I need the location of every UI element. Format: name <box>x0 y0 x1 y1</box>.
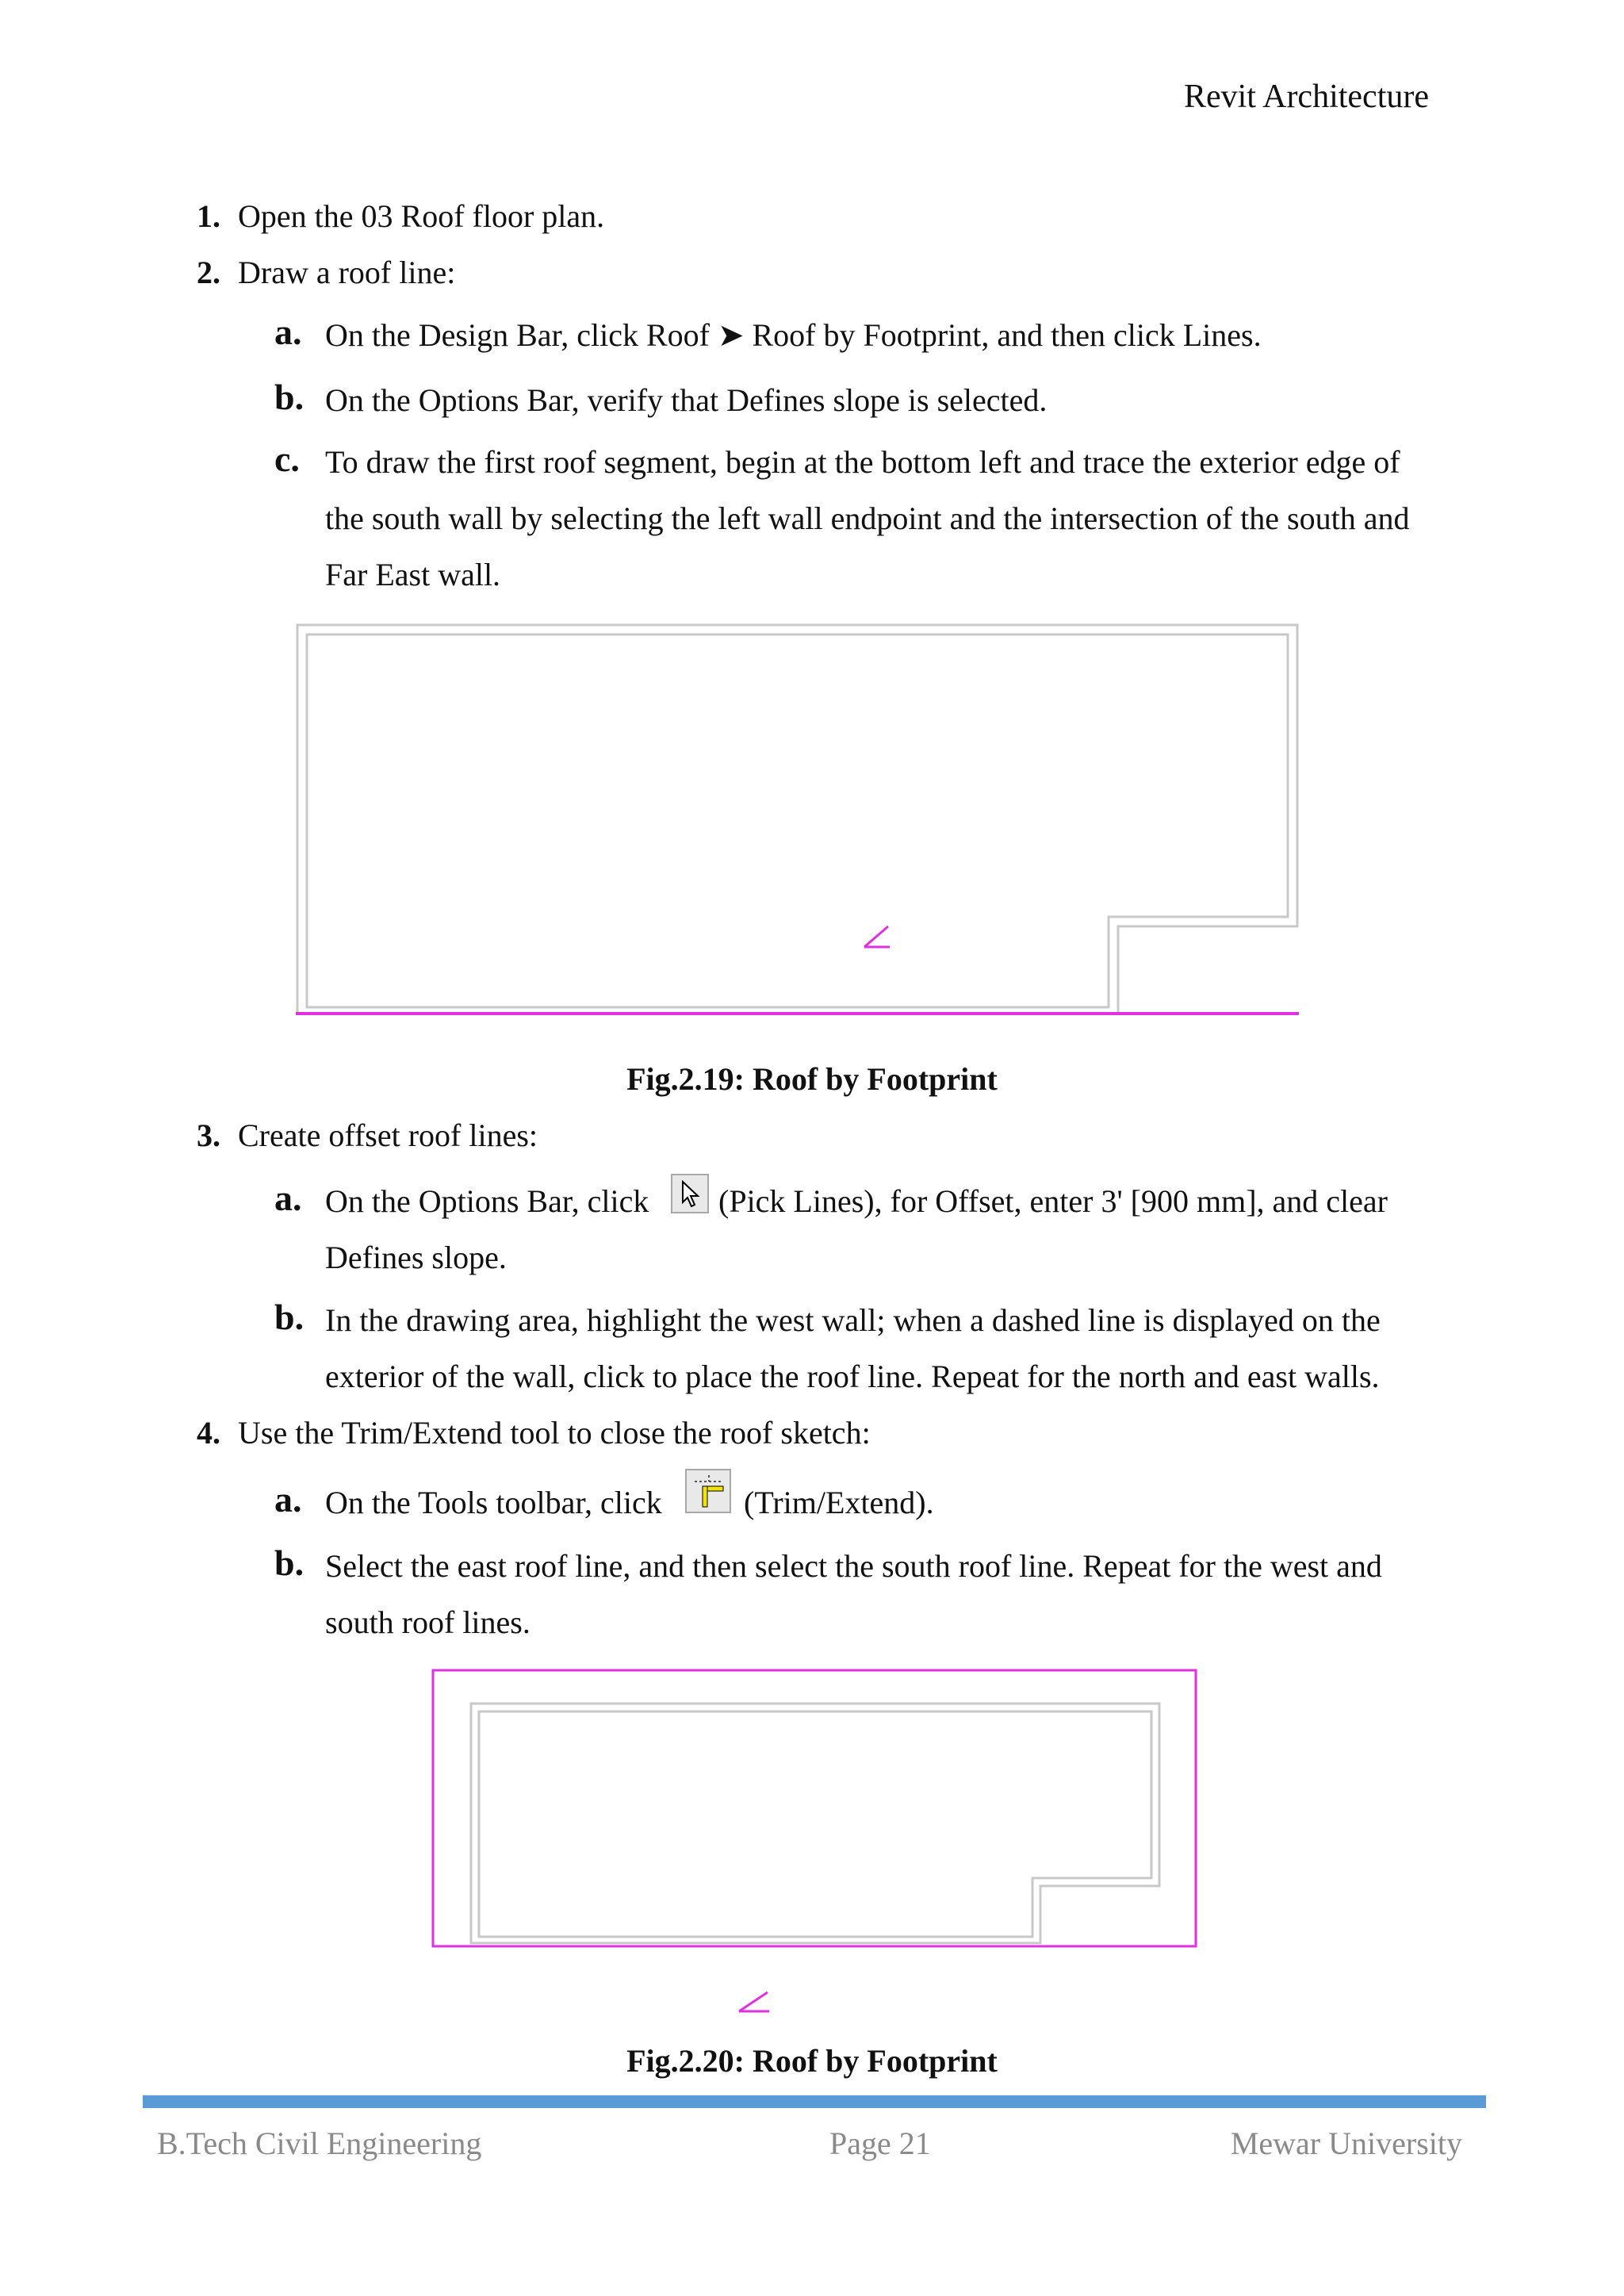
wall-outer-outline <box>471 1704 1159 1943</box>
slope-symbol-icon <box>864 926 890 947</box>
figure-2-20-caption: Fig.2.20: Roof by Footprint <box>626 2043 998 2079</box>
slope-symbol-icon <box>739 1992 769 2011</box>
wall-inner-outline <box>479 1711 1151 1937</box>
wall-inner-outline <box>307 634 1288 1007</box>
footer-left: B.Tech Civil Engineering <box>157 2125 482 2161</box>
trim-extend-icon <box>685 1469 731 1513</box>
cursor-arrow-icon <box>671 1174 709 1213</box>
footer-divider <box>143 2095 1486 2108</box>
running-header: Revit Architecture <box>1183 79 1429 115</box>
figure-2-19-drawing <box>293 620 1308 1025</box>
footer-page-number: Page 21 <box>829 2125 931 2161</box>
figure-2-20-drawing <box>428 1665 1205 2022</box>
wall-outer-outline <box>297 625 1297 1014</box>
footer-right: Mewar University <box>1230 2125 1462 2161</box>
figure-2-19-caption: Fig.2.19: Roof by Footprint <box>626 1061 998 1097</box>
